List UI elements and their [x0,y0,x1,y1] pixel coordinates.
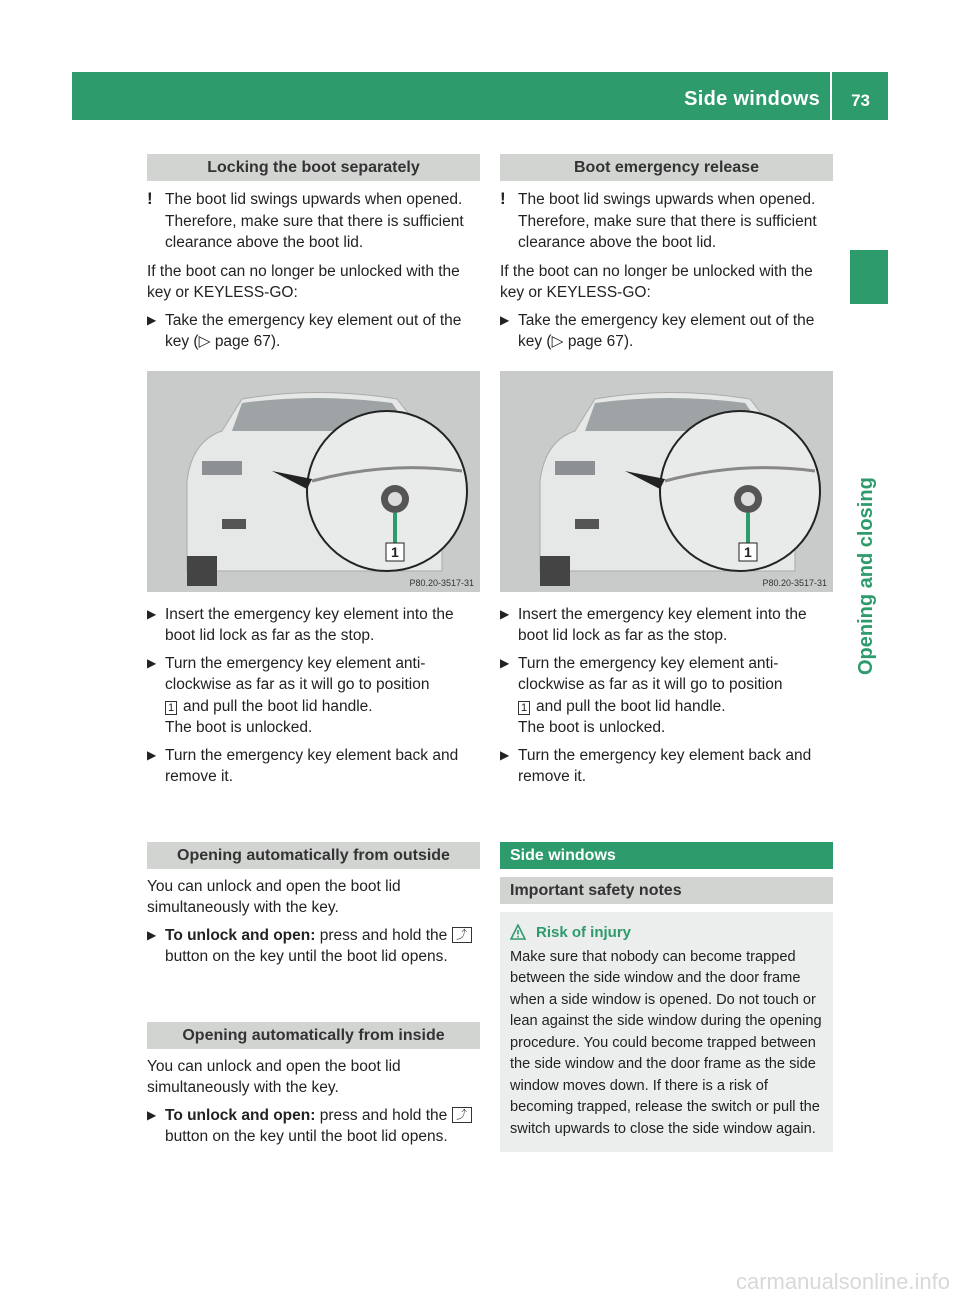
warning-text: The boot lid swings upwards when opened. Therefore, make sure that there is sufficient clearance above the boot lid. [518,191,817,251]
step [147,653,480,739]
header-title: Side windows [684,88,820,110]
step-text-part: button on the key until the boot lid opens. [165,1128,448,1145]
safety-warning-text: Make sure that nobody can become trapped between the side window and the door frame when a side window is opened. Do not touch or lean against the side window during the opening procedure. You could become trapped between the side window and the door frame as the side window moves down. If there is a risk of becoming trapped, release the switch or pull the switch upwards to close the side window again. [510,948,822,1137]
position-number: 1 [518,701,530,715]
step-arrow-icon: ▶ [147,606,157,621]
boot-key-button-icon: ⤴ [452,1107,472,1123]
step-arrow-icon: ▶ [500,606,510,621]
section-heading-safety-notes: Important safety notes [500,877,833,904]
car-rear-illustration [147,371,480,592]
section-heading-inside: Opening automatically from inside [147,1022,480,1049]
step-text: Take the emergency key element out of the key (▷ page 67). [165,311,462,350]
intro-text: If the boot can no longer be unlocked with the key or KEYLESS-GO: [500,262,813,301]
result-text: The boot is unlocked. [165,719,313,736]
header-bar [72,72,888,120]
boot-lock-figure [147,371,480,592]
step [147,745,480,788]
step [147,604,480,647]
step [147,1105,480,1148]
step-arrow-icon: ▶ [147,1107,157,1122]
result-text: The boot is unlocked. [518,719,666,736]
section-heading-side-windows: Side windows [500,842,833,869]
step-arrow-icon: ▶ [147,927,157,942]
step-arrow-icon: ▶ [500,747,510,762]
step-text-part: press and hold the [319,1106,448,1124]
warning-note [500,189,833,254]
step [500,745,833,788]
section-heading-outside: Opening automatically from outside [147,842,480,869]
figure-callout: 1 [391,543,399,560]
page-number: 73 [851,91,870,110]
step-text: Turn the emergency key element back and remove it. [518,746,812,785]
section-text: You can unlock and open the boot lid simultaneously with the key. [147,1057,401,1096]
position-number: 1 [165,701,177,715]
header-divider [830,72,832,120]
section-text: You can unlock and open the boot lid simultaneously with the key. [147,877,401,916]
section-heading-locking: Locking the boot separately [147,154,480,181]
figure-callout: 1 [744,543,752,560]
step-bold-label: To unlock and open: [165,926,316,944]
warning-text: The boot lid swings upwards when opened. Therefore, make sure that there is sufficient clearance above the boot lid. [165,191,464,251]
step-arrow-icon: ▶ [147,747,157,762]
step [147,310,480,353]
warning-icon: ! [147,189,153,208]
step-text [165,925,480,968]
chapter-label-text: Opening and closing [855,477,877,675]
step-text-part: and pull the boot lid handle. [536,697,726,715]
step-arrow-icon: ▶ [500,655,510,670]
step-text [165,1105,480,1148]
step-arrow-icon: ▶ [500,312,510,327]
step-text-part: button on the key until the boot lid opens. [165,948,448,965]
safety-warning-heading [510,924,825,941]
step-bold-label: To unlock and open: [165,1106,316,1124]
step-text-part: press and hold the [319,926,448,944]
step-text-part: Turn the emergency key element anti-clockwise as far as it will go to position [165,654,430,693]
warning-note [147,189,480,254]
safety-warning-title: Risk of injury [536,923,632,941]
step [500,310,833,353]
warning-triangle-icon [510,924,526,940]
warning-icon: ! [500,189,506,208]
step-text [518,653,833,739]
safety-warning-box [500,912,833,1153]
boot-key-button-icon: ⤴ [452,927,472,943]
intro-text: If the boot can no longer be unlocked with the key or KEYLESS-GO: [147,262,460,301]
step [147,925,480,968]
step [500,653,833,739]
section-heading-emergency-release: Boot emergency release [500,154,833,181]
chapter-tab [850,250,888,304]
left-column [147,154,480,1148]
step-text [165,653,480,739]
right-column [500,154,833,1152]
boot-lock-figure [500,371,833,592]
figure-code: P80.20-3517-31 [762,577,827,588]
figure-code: P80.20-3517-31 [409,577,474,588]
step-arrow-icon: ▶ [147,312,157,327]
watermark: carmanualsonline.info [735,1269,950,1294]
step-text-part: Turn the emergency key element anti-clockwise as far as it will go to position [518,654,783,693]
step [500,604,833,647]
step-text-part: and pull the boot lid handle. [183,697,373,715]
step-text: Turn the emergency key element back and remove it. [165,746,459,785]
step-text: Take the emergency key element out of the key (▷ page 67). [518,311,815,350]
step-text: Insert the emergency key element into the boot lid lock as far as the stop. [165,605,454,644]
car-rear-illustration [500,371,833,592]
step-arrow-icon: ▶ [147,655,157,670]
step-text: Insert the emergency key element into the boot lid lock as far as the stop. [518,605,807,644]
